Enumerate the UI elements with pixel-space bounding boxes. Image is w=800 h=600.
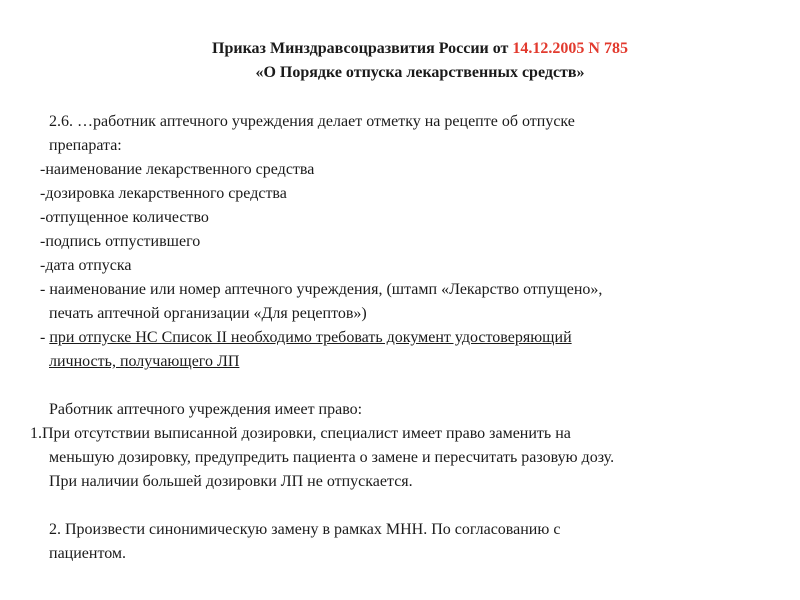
list-item-stamp-line-2: печать аптечной организации «Для рецептов») [49, 305, 367, 322]
list-item: -дата отпуска [40, 257, 132, 274]
right-1-line-1: 1.При отсутствии выписанной дозировки, специалист имеет право заменить на [30, 425, 571, 442]
right-1-line-3: При наличии большей дозировки ЛП не отпускается. [49, 473, 413, 490]
list-item: -отпущенное количество [40, 209, 209, 226]
identity-requirement-text: при отпуске НС Список II необходимо требовать документ удостоверяющий [49, 329, 572, 346]
intro-line-2: препарата: [49, 137, 122, 154]
title-line-1 [20, 37, 800, 61]
document-body [30, 110, 770, 566]
spacer [30, 374, 770, 398]
title-date-number: 14.12.2005 N 785 [512, 40, 628, 57]
list-item: -подпись отпустившего [40, 233, 201, 250]
list-item: -дозировка лекарственного средства [40, 185, 287, 202]
list-item-identity-line-2 [30, 350, 770, 374]
list-item-stamp-line-1: - наименование или номер аптечного учреждения, (штамп «Лекарство отпущено», [40, 281, 603, 298]
right-2-line-2: пациентом. [49, 545, 127, 562]
rights-heading: Работник аптечного учреждения имеет право: [49, 401, 363, 418]
list-item-dash: - [40, 329, 50, 346]
intro-line-1: 2.6. …работник аптечного учреждения делает отметку на рецепте об отпуске [49, 113, 575, 130]
right-1-line-2: меньшую дозировку, предупредить пациента о замене и пересчитать разовую дозу. [49, 449, 615, 466]
list-item: -наименование лекарственного средства [40, 161, 315, 178]
document-title [20, 37, 800, 85]
title-prefix: Приказ Минздравсоцразвития России от [212, 40, 513, 57]
identity-requirement-text-2: личность, получающего ЛП [49, 353, 240, 370]
title-subtitle: «О Порядке отпуска лекарственных средств» [255, 64, 585, 81]
right-2-line-1: 2. Произвести синонимическую замену в рамках МНН. По согласованию с [49, 521, 561, 538]
spacer [30, 494, 770, 518]
list-item-identity-line-1 [30, 326, 770, 350]
